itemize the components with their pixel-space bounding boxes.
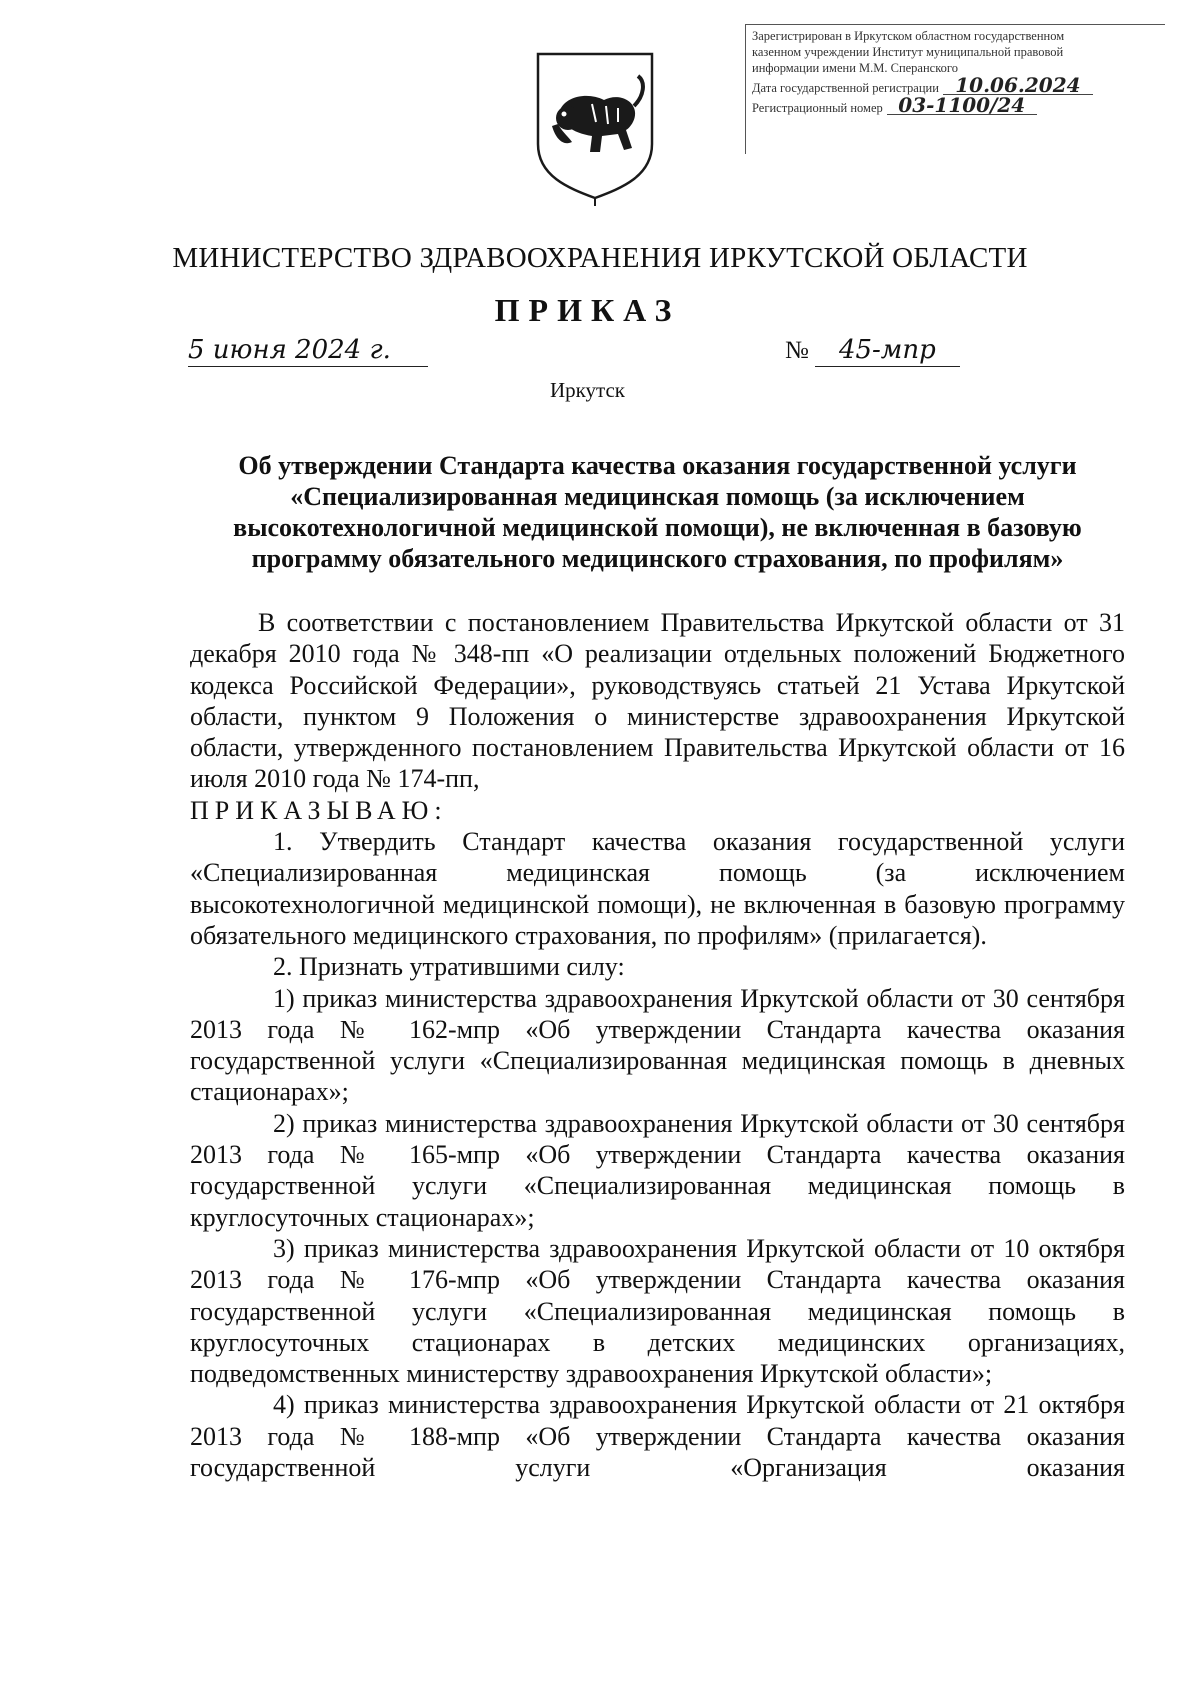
ministry-name: МИНИСТЕРСТВО ЗДРАВООХРАНЕНИЯ ИРКУТСКОЙ ОБЛАСТИ bbox=[172, 242, 1028, 274]
order-number bbox=[785, 334, 975, 367]
item-1: 1. Утвердить Стандарт качества оказания государственной услуги «Специализированная медицинская помощь (за исключением высокотехнологичной медицинской помощи), не включенная в базовую программу обязательного медицинского страхования, по профилям» (прилагается). bbox=[190, 827, 1125, 950]
registration-stamp bbox=[745, 24, 1165, 154]
stamp-line-3: информации имени М.М. Сперанского bbox=[752, 61, 958, 75]
stamp-number-row bbox=[752, 93, 1159, 117]
stamp-number-value: 03-1100/24 bbox=[887, 96, 1037, 115]
stamp-number-label: Регистрационный номер bbox=[752, 101, 883, 115]
stamp-date-label: Дата государственной регистрации bbox=[752, 81, 939, 95]
sub-item-1: 1) приказ министерства здравоохранения Иркутской области от 30 сентября 2013 года № 162-мпр «Об утверждении Стандарта качества оказания государственной услуги «Специализированная медицинская помощь в дневных стационарах»; bbox=[190, 983, 1125, 1107]
sub-item-2: 2) приказ министерства здравоохранения Иркутской области от 30 сентября 2013 года № 165-мпр «Об утверждении Стандарта качества оказания государственной услуги «Специализированная медицинская помощь в круглосуточных стационарах»; bbox=[190, 1108, 1125, 1232]
item-2: 2. Признать утратившими силу: bbox=[273, 952, 625, 982]
stamp-line-2: казенном учреждении Институт муниципальной правовой bbox=[752, 45, 1064, 59]
stamp-line-1: Зарегистрирован в Иркутском областном государственном bbox=[752, 29, 1065, 43]
document-heading: Об утверждении Стандарта качества оказания государственной услуги «Специализированная медицинская помощь (за исключением высокотехнологичной медицинской помощи), не включенная в базовую программу обязательного медицинского страхования, по профилям» bbox=[233, 451, 1082, 573]
city-name: Иркутск bbox=[549, 378, 626, 402]
sub-item-4: 4) приказ министерства здравоохранения Иркутской области от 21 октября 2013 года № 188-мпр «Об утверждении Стандарта качества оказания государственной услуги «Организация оказания bbox=[190, 1390, 1125, 1483]
stamp-date-value: 10.06.2024 bbox=[943, 76, 1093, 95]
number-sign: № bbox=[785, 337, 809, 364]
order-date: 5 июня 2024 г. bbox=[188, 334, 428, 367]
document-body bbox=[190, 607, 1125, 1483]
order-number-value: 45-мпр bbox=[815, 334, 960, 367]
doc-type-title: ПРИКАЗ bbox=[494, 292, 681, 328]
irkutsk-babr-coat-of-arms-icon bbox=[530, 48, 660, 208]
sub-item-3: 3) приказ министерства здравоохранения Иркутской области от 10 октября 2013 года № 176-мпр «Об утверждении Стандарта качества оказания государственной услуги «Специализированная медицинская помощь в круглосуточных стационарах в детских медицинских организациях, подведомственных министерству здравоохранения Иркутской области»; bbox=[190, 1233, 1125, 1389]
order-word: ПРИКАЗЫВАЮ: bbox=[190, 795, 448, 825]
preamble-paragraph: В соответствии с постановлением Правительства Иркутской области от 31 декабря 2010 года № 348-пп «О реализации отдельных положений Бюджетного кодекса Российской Федерации», руководствуясь статьей 21 Устава Иркутской области, пунктом 9 Положения о министерстве здравоохранения Иркутской области, утвержденного постановлением Правительства Иркутской области от 16 июля 2010 года № 174-пп, bbox=[190, 608, 1125, 794]
